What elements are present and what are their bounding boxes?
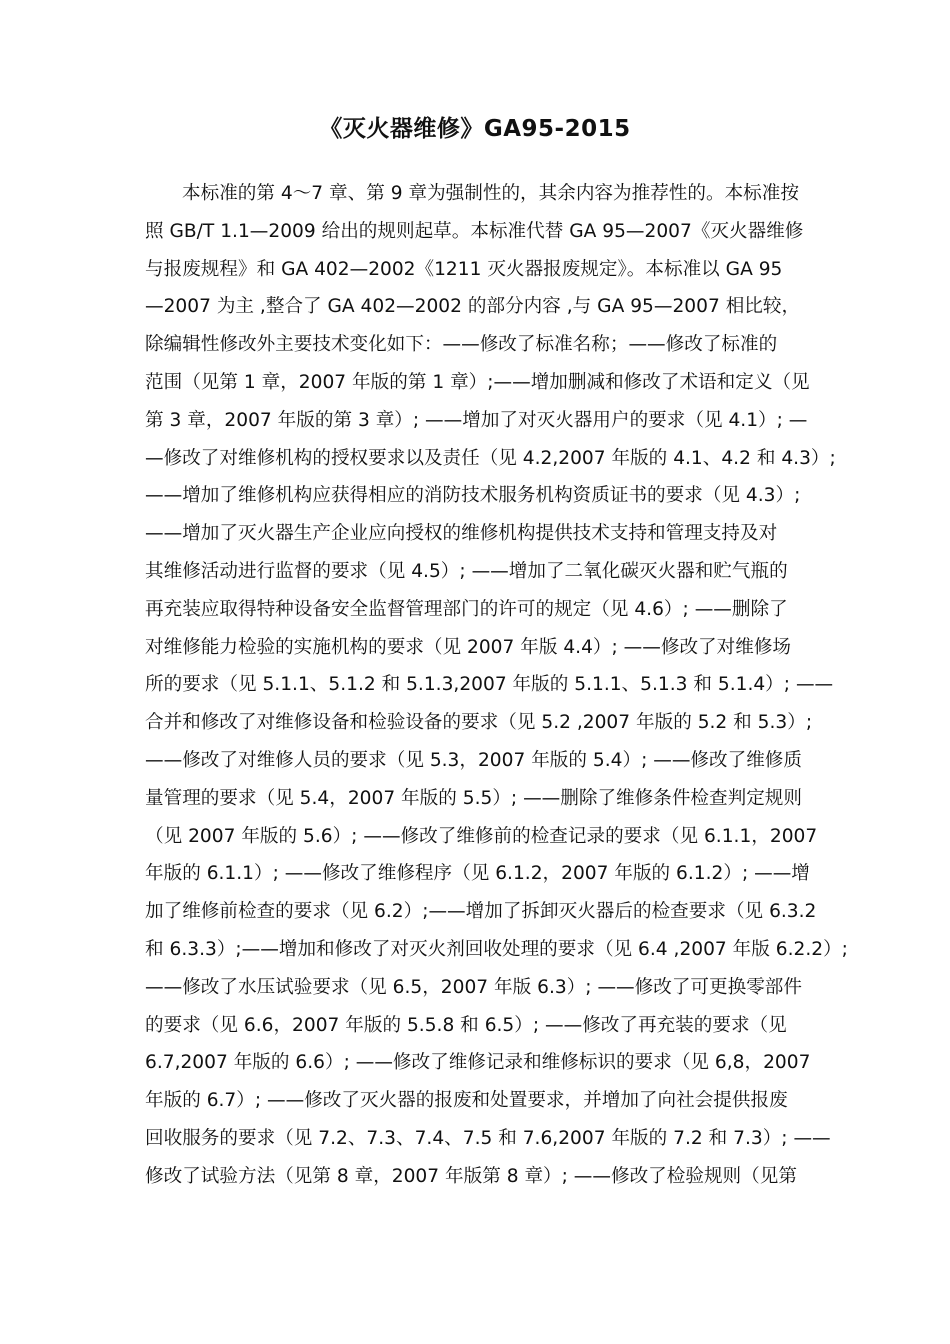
body-line: 年版的 6.7）; ——修改了灭火器的报废和处置要求，并增加了向社会提供报废 (145, 1090, 788, 1112)
body-line: ——修改了对维修人员的要求（见 5.3，2007 年版的 5.4）; ——修改了维修质 (145, 749, 802, 771)
body-line: 年版的 6.1.1）; ——修改了维修程序（见 6.1.2，2007 年版的 6.1.2）; ——增 (145, 863, 810, 885)
body-line: 加了维修前检查的要求（见 6.2）;——增加了拆卸灭火器后的检查要求（见 6.3.2 (145, 901, 817, 923)
body-line: 与报废规程》和 GA 402—2002《1211 灭火器报废规定》。本标准以 GA 95 (145, 258, 783, 280)
body-line: ——增加了灭火器生产企业应向授权的维修机构提供技术支持和管理支持及对 (145, 523, 778, 545)
body-line: 第 3 章，2007 年版的第 3 章）; ——增加了对灭火器用户的要求（见 4.1）; — (145, 409, 808, 431)
body-line: 和 6.3.3）;——增加和修改了对灭火剂回收处理的要求（见 6.4 ,2007 年版 6.2.2）; (145, 938, 848, 960)
body-line: （见 2007 年版的 5.6）; ——修改了维修前的检查记录的要求（见 6.1.1，2007 (145, 825, 818, 847)
body-line: 量管理的要求（见 5.4，2007 年版的 5.5）; ——删除了维修条件检查判定规则 (145, 787, 802, 809)
body-line: —2007 为主 ,整合了 GA 402—2002 的部分内容 ,与 GA 95—2007 相比较， (145, 296, 801, 318)
body-line: 修改了试验方法（见第 8 章，2007 年版第 8 章）; ——修改了检验规则（见第 (145, 1165, 797, 1187)
body-line: ——增加了维修机构应获得相应的消防技术服务机构资质证书的要求（见 4.3）; (145, 485, 801, 507)
body-line: ——修改了水压试验要求（见 6.5，2007 年版 6.3）; ——修改了可更换零部件 (145, 976, 802, 998)
body-line: 其维修活动进行监督的要求（见 4.5）; ——增加了二氧化碳灭火器和贮气瓶的 (145, 560, 788, 582)
body-line: 本标准的第 4～7 章、第 9 章为强制性的，其余内容为推荐性的。本标准按 (182, 183, 799, 204)
body-line: 范围（见第 1 章，2007 年版的第 1 章）;——增加删减和修改了术语和定义（见 (145, 371, 810, 393)
body-line: 6.7,2007 年版的 6.6）; ——修改了维修记录和维修标识的要求（见 6,8，2007 (145, 1052, 811, 1074)
body-line: 除编辑性修改外主要技术变化如下：——修改了标准名称；——修改了标准的 (145, 334, 778, 356)
body-line: 再充装应取得特种设备安全监督管理部门的许可的规定（见 4.6）; ——删除了 (145, 598, 788, 620)
body-line: 的要求（见 6.6，2007 年版的 5.5.8 和 6.5）; ——修改了再充装的要求（见 (145, 1014, 787, 1036)
document-body (145, 175, 848, 1196)
body-line: 所的要求（见 5.1.1、5.1.2 和 5.1.3,2007 年版的 5.1.1、5.1.3 和 5.1.4）; —— (145, 674, 834, 696)
document-title: 《灭火器维修》GA95-2015 (319, 116, 631, 142)
body-line: 照 GB/T 1.1—2009 给出的规则起草。本标准代替 GA 95—2007《灭火器维修 (145, 220, 804, 242)
body-line: 合并和修改了对维修设备和检验设备的要求（见 5.2 ,2007 年版的 5.2 和 5.3）; (145, 712, 813, 734)
body-line: 回收服务的要求（见 7.2、7.3、7.4、7.5 和 7.6,2007 年版的 7.2 和 7.3）; —— (145, 1127, 831, 1149)
body-line: —修改了对维修机构的授权要求以及责任（见 4.2,2007 年版的 4.1、4.2 和 4.3）; (145, 447, 836, 469)
body-line: 对维修能力检验的实施机构的要求（见 2007 年版 4.4）; ——修改了对维修场 (145, 636, 792, 658)
